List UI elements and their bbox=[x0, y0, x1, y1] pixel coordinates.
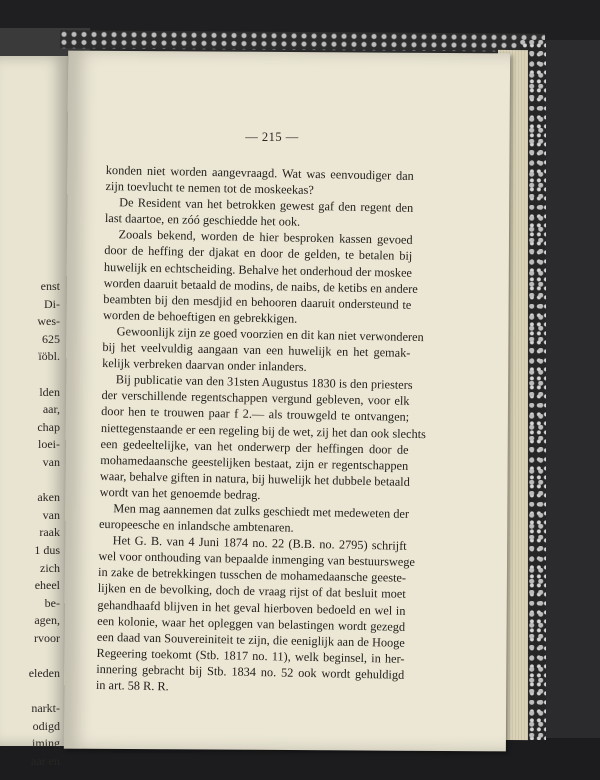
text-line: een kolonie, waar het opleggen van belastingen wordt gezegd bbox=[97, 613, 406, 634]
left-page-line: raak bbox=[39, 525, 60, 540]
text-line: waar, behalve giften in natura, bij huwelijk het dubbele betaald bbox=[99, 468, 410, 489]
left-page-line: aar en bbox=[31, 754, 60, 769]
left-page-line: ïöbl. bbox=[38, 349, 60, 364]
text-line: wordt van het genoemde bedrag. bbox=[99, 484, 261, 502]
text-line: bij het veelvuldig aangaan van een huwelijk en het gemak- bbox=[102, 339, 411, 360]
left-page-line: be- bbox=[44, 595, 60, 610]
text-line: in art. 58 R. R. bbox=[95, 677, 169, 694]
left-page-line: iming bbox=[31, 736, 60, 751]
text-line: een gedeeltelijke, van het onderwerp der heffingen door de bbox=[100, 436, 409, 457]
text-line: europeesche en inlandsche ambtenaren. bbox=[98, 516, 294, 535]
text-line: zijn toevlucht te nemen tot de moskeekas? bbox=[105, 179, 314, 198]
text-line: worden de behoeftigen en gebrekkigen. bbox=[102, 307, 298, 326]
left-page-line: van bbox=[42, 454, 60, 469]
left-page-line: narkt- bbox=[31, 701, 60, 716]
left-page-line bbox=[0, 647, 60, 665]
left-page-line: eleden bbox=[28, 666, 60, 681]
text-line: De Resident van het betrokken gewest gaf den regent den bbox=[119, 195, 414, 216]
left-page-line: eheel bbox=[34, 578, 60, 593]
left-page-line: zich bbox=[40, 560, 60, 575]
left-page-line: aken bbox=[37, 490, 60, 505]
left-page-line: agen, bbox=[34, 613, 60, 628]
marbled-cover-top bbox=[60, 30, 545, 51]
text-line: kelijk verbreken daarvan onder inlanders. bbox=[102, 356, 307, 375]
left-page-line: chap bbox=[37, 419, 60, 434]
text-line: Men mag aannemen dat zulks geschiedt met medeweten der bbox=[113, 501, 410, 521]
text-line: lijken en de bevolking, doch de vraag rijst of dat besluit moet bbox=[97, 581, 406, 602]
text-line: in zake de betrekkingen tusschen de mohamedaansche geeste- bbox=[97, 565, 407, 586]
text-line: door hen te trouwen paar f 2.— als trouwgeld te ontvangen; bbox=[101, 404, 410, 425]
text-line: niettegenstaande er een regeling bij de wet, zij het dan ook slechts bbox=[100, 420, 427, 441]
text-line: Regeering toekomt (Stb. 1817 no. 11), welk beginsel, in her- bbox=[96, 645, 405, 666]
left-page-line: Di- bbox=[44, 296, 60, 311]
text-line: worden daaruit betaald de modins, de naibs, de ketibs en andere bbox=[103, 275, 418, 296]
text-line: innering gebracht bij Stb. 1834 no. 52 ook wordt gehuldigd bbox=[96, 661, 405, 682]
text-line: konden niet worden aangevraagd. Wat was eenvoudiger dan bbox=[105, 162, 414, 183]
left-page bbox=[0, 56, 68, 769]
left-page-line: enst bbox=[40, 279, 60, 293]
left-page-line: 1 dus bbox=[34, 542, 60, 557]
left-page-line: wes- bbox=[37, 314, 60, 329]
body-text bbox=[95, 162, 427, 699]
left-page-line bbox=[0, 472, 60, 490]
left-page-line bbox=[0, 366, 60, 384]
text-line: last daartoe, en zóó geschiedde het ook. bbox=[104, 211, 301, 230]
text-line: Gewoonlijk zijn ze goed voorzien en dit kan niet verwonderen bbox=[116, 324, 424, 345]
left-page-line: 625 bbox=[42, 331, 60, 346]
text-line: wel voor onthouding van bepaalde inmenging van bestuurswege bbox=[98, 549, 416, 570]
left-page-line: odigd bbox=[32, 718, 60, 733]
left-page-line: rvoor bbox=[34, 630, 60, 645]
text-line: Bij publicatie van den 31sten Augustus 1830 is den priesters bbox=[115, 372, 413, 393]
text-line: Zooals bekend, worden de hier besproken kassen gevoed bbox=[118, 227, 413, 248]
left-page-line: lden bbox=[39, 384, 60, 399]
text-line: door de heffing der djakat en door de gelden, te betalen bij bbox=[104, 243, 413, 264]
text-line: der verschillende regentschappen vergund gebleven, voor elk bbox=[101, 388, 410, 409]
text-line: een daad van Souvereiniteit te zijn, die eeniglijk aan de Hooge bbox=[96, 629, 405, 650]
left-page-line: van bbox=[42, 507, 60, 522]
text-line: gehandhaafd blijven in het geval hierboven bedoeld en wel in bbox=[97, 597, 406, 618]
left-page-line: loei- bbox=[38, 437, 60, 452]
text-line: beambten bij den mesdjid en behooren daaruit ondersteund te bbox=[103, 291, 412, 312]
page-number: — 215 — bbox=[245, 130, 299, 144]
left-page-text bbox=[0, 278, 60, 771]
text-line: huwelijk en echtscheiding. Behalve het onderhoud der moskee bbox=[103, 259, 413, 280]
left-page-line bbox=[0, 683, 60, 701]
left-page-line: aar, bbox=[42, 402, 60, 417]
text-line: Het G. B. van 4 Juni 1874 no. 22 (B.B. no. 2795) schrijft bbox=[112, 533, 407, 553]
text-line: mohamedaansche geestelijken bestaat, zijn er regentschappen bbox=[100, 452, 409, 473]
